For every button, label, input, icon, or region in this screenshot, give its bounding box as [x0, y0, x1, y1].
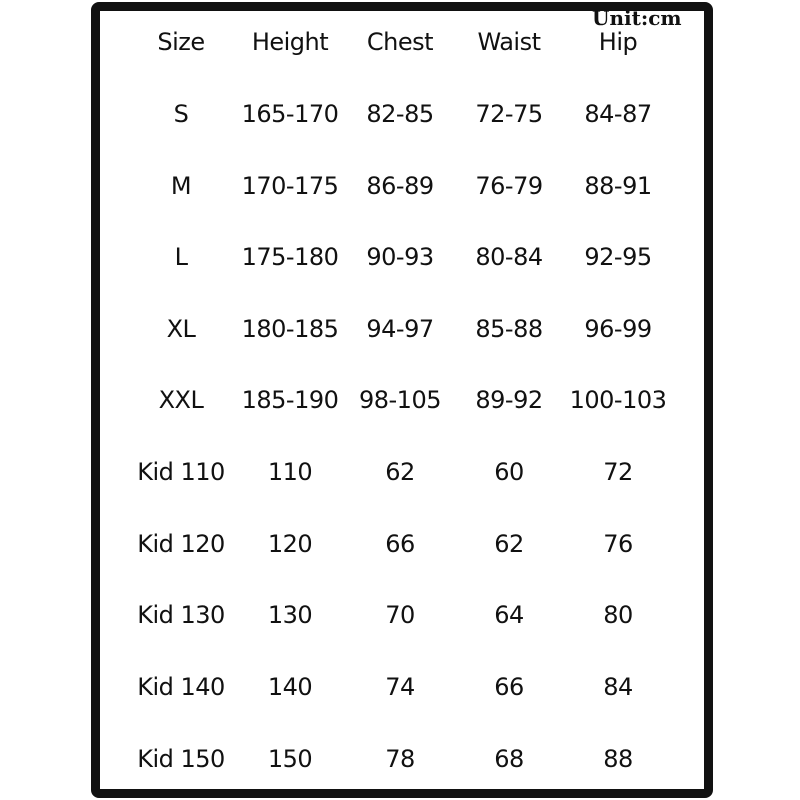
cell-waist: 76-79 [475, 172, 543, 200]
cell-height: 120 [267, 530, 313, 558]
cell-chest: 62 [385, 458, 415, 486]
cell-waist: 60 [494, 458, 524, 486]
cell-chest: 70 [385, 601, 415, 629]
cell-waist: 80-84 [475, 243, 543, 271]
cell-hip: 88 [603, 745, 633, 773]
cell-height: 150 [267, 745, 313, 773]
cell-hip: 92-95 [584, 243, 652, 271]
cell-chest: 82-85 [366, 100, 434, 128]
cell-height: 130 [267, 601, 313, 629]
cell-height: 170-175 [241, 172, 339, 200]
cell-chest: 86-89 [366, 172, 434, 200]
cell-chest: 74 [385, 673, 415, 701]
header-waist: Waist [477, 28, 541, 56]
cell-waist: 72-75 [475, 100, 543, 128]
cell-size: Kid 120 [137, 530, 225, 558]
cell-chest: 98-105 [358, 386, 441, 414]
cell-hip: 72 [603, 458, 633, 486]
cell-height: 180-185 [241, 315, 339, 343]
cell-size: XL [166, 315, 196, 343]
cell-waist: 89-92 [475, 386, 543, 414]
cell-size: Kid 140 [137, 673, 225, 701]
cell-waist: 68 [494, 745, 524, 773]
cell-size: XXL [158, 386, 204, 414]
cell-hip: 84-87 [584, 100, 652, 128]
cell-size: Kid 150 [137, 745, 225, 773]
cell-hip: 88-91 [584, 172, 652, 200]
cell-chest: 94-97 [366, 315, 434, 343]
cell-height: 165-170 [241, 100, 339, 128]
cell-hip: 96-99 [584, 315, 652, 343]
cell-hip: 76 [603, 530, 633, 558]
cell-hip: 80 [603, 601, 633, 629]
cell-waist: 62 [494, 530, 524, 558]
cell-hip: 100-103 [569, 386, 667, 414]
cell-height: 140 [267, 673, 313, 701]
cell-chest: 66 [385, 530, 415, 558]
cell-height: 185-190 [241, 386, 339, 414]
cell-height: 110 [267, 458, 313, 486]
header-chest: Chest [366, 28, 434, 56]
unit-label: Unit:cm [592, 6, 682, 30]
cell-waist: 66 [494, 673, 524, 701]
cell-size: L [174, 243, 188, 271]
cell-hip: 84 [603, 673, 633, 701]
header-hip: Hip [598, 28, 638, 56]
header-height: Height [251, 28, 329, 56]
cell-size: Kid 110 [137, 458, 225, 486]
cell-size: M [170, 172, 192, 200]
cell-size: S [173, 100, 189, 128]
cell-size: Kid 130 [137, 601, 225, 629]
cell-chest: 90-93 [366, 243, 434, 271]
cell-waist: 64 [494, 601, 524, 629]
cell-waist: 85-88 [475, 315, 543, 343]
cell-height: 175-180 [241, 243, 339, 271]
cell-chest: 78 [385, 745, 415, 773]
header-size: Size [157, 28, 205, 56]
